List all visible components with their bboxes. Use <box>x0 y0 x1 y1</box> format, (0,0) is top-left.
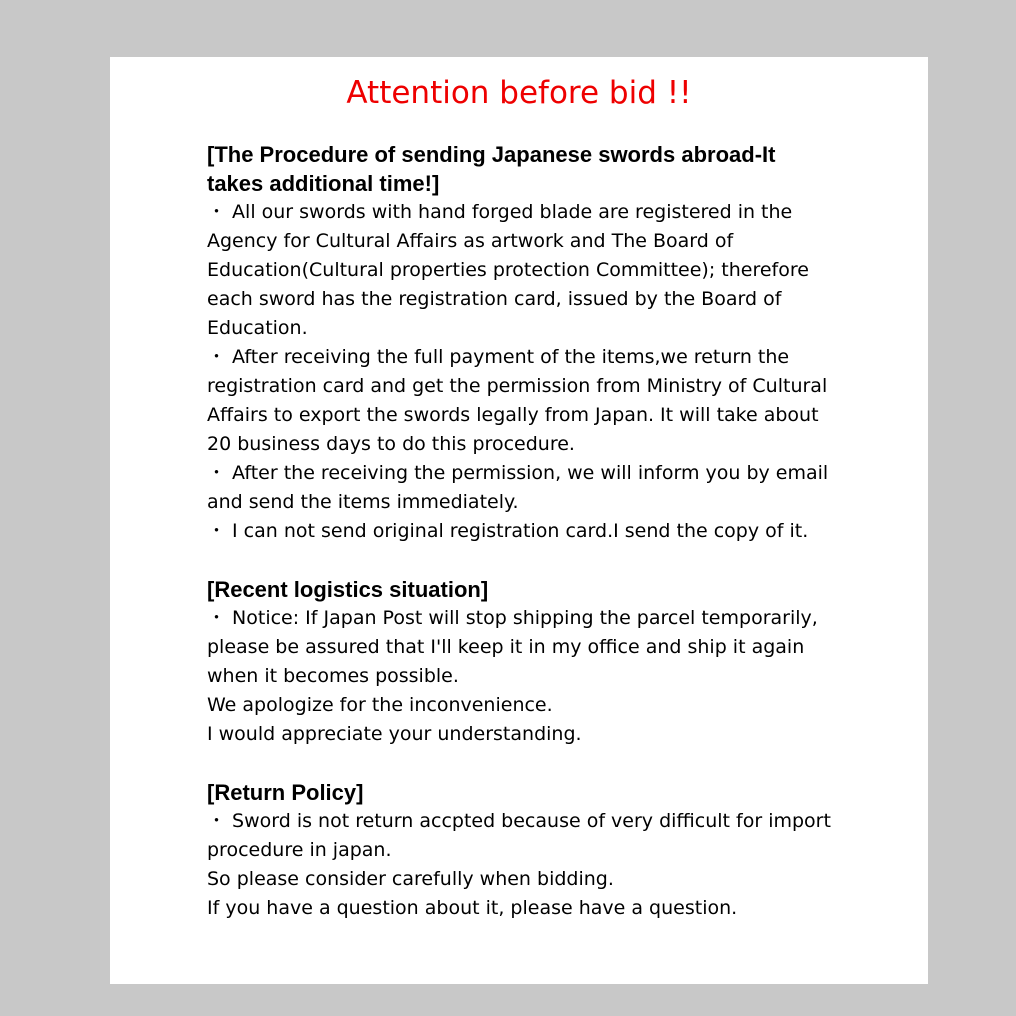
text-line: ・ After the receiving the permission, we will inform you by email <box>207 462 829 484</box>
page-title: Attention before bid !! <box>346 75 692 111</box>
section-heading: takes additional time!] <box>207 171 440 196</box>
text-line: Affairs to export the swords legally from Japan. It will take about <box>207 404 819 426</box>
text-line: when it becomes possible. <box>207 665 459 687</box>
notice-content <box>207 140 887 923</box>
section-spacer <box>207 749 887 778</box>
text-line: So please consider carefully when bidding. <box>207 868 614 890</box>
section-shipping-procedure <box>207 140 887 546</box>
section-return-policy <box>207 778 887 923</box>
text-line: each sword has the registration card, issued by the Board of <box>207 288 782 310</box>
text-line: registration card and get the permission from Ministry of Cultural <box>207 375 828 397</box>
text-line: Education(Cultural properties protection Committee); therefore <box>207 259 809 281</box>
text-line: procedure in japan. <box>207 839 392 861</box>
section-heading: [Return Policy] <box>207 780 364 805</box>
notice-document <box>110 57 928 984</box>
text-line: I would appreciate your understanding. <box>207 723 582 745</box>
text-line: ・ Notice: If Japan Post will stop shipping the parcel temporarily, <box>207 607 818 629</box>
text-line: ・ I can not send original registration card.I send the copy of it. <box>207 520 809 542</box>
text-line: If you have a question about it, please have a question. <box>207 897 738 919</box>
text-line: ・ All our swords with hand forged blade are registered in the <box>207 201 793 223</box>
section-heading: [Recent logistics situation] <box>207 577 489 602</box>
section-logistics <box>207 575 887 749</box>
section-spacer <box>207 546 887 575</box>
text-line: 20 business days to do this procedure. <box>207 433 575 455</box>
text-line: please be assured that I'll keep it in my office and ship it again <box>207 636 805 658</box>
text-line: Education. <box>207 317 308 339</box>
text-line: ・ Sword is not return accpted because of very difficult for import <box>207 810 831 832</box>
text-line: We apologize for the inconvenience. <box>207 694 553 716</box>
text-line: and send the items immediately. <box>207 491 519 513</box>
section-heading: [The Procedure of sending Japanese swords abroad-It <box>207 142 776 167</box>
text-line: ・ After receiving the full payment of the items,we return the <box>207 346 790 368</box>
text-line: Agency for Cultural Affairs as artwork and The Board of <box>207 230 734 252</box>
